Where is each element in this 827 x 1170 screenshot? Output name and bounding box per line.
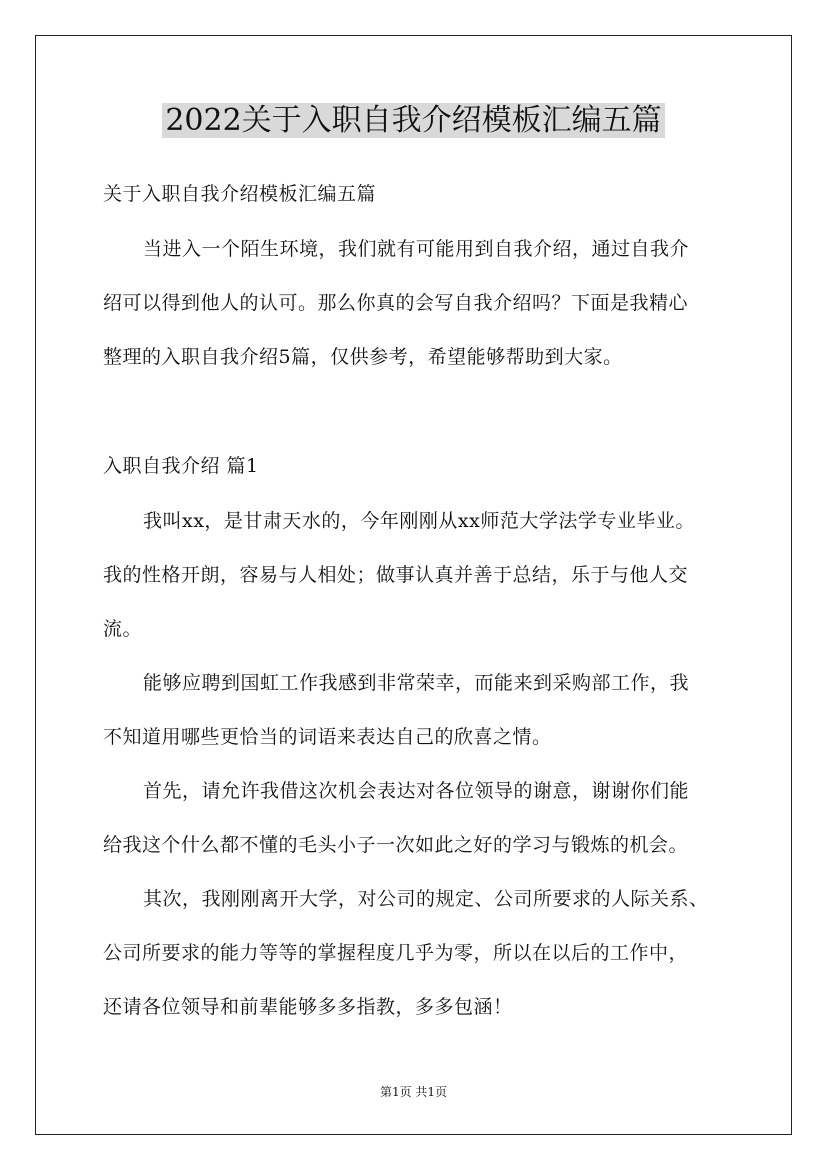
intro-line: 当进入一个陌生环境，我们就有可能用到自我介绍，通过自我介 xyxy=(143,238,690,260)
paragraph-line: 我的性格开朗，容易与人相处；做事认真并善于总结，乐于与他人交 xyxy=(103,564,689,586)
document-title xyxy=(0,100,827,142)
document-title-text: 2022关于入职自我介绍模板汇编五篇 xyxy=(162,103,664,138)
paragraph-line: 首先，请允许我借这次机会表达对各位领导的谢意，谢谢你们能 xyxy=(143,780,690,802)
page-footer: 第1页 共1页 xyxy=(379,1085,448,1099)
intro-line: 整理的入职自我介绍5篇，仅供参考，希望能够帮助到大家。 xyxy=(103,346,623,368)
paragraph-line: 不知道用哪些更恰当的词语来表达自己的欣喜之情。 xyxy=(103,726,552,748)
section-heading: 入职自我介绍 篇1 xyxy=(103,455,259,477)
paragraph-line: 流。 xyxy=(103,618,143,640)
paragraph-line: 我叫xx，是甘肃天水的，今年刚刚从xx师范大学法学专业毕业。 xyxy=(143,510,695,532)
paragraph-line: 公司所要求的能力等等的掌握程度几乎为零，所以在以后的工作中， xyxy=(103,942,689,964)
paragraph-line: 其次，我刚刚离开大学，对公司的规定、公司所要求的人际关系、 xyxy=(143,888,709,910)
paragraph-line: 给我这个什么都不懂的毛头小子一次如此之好的学习与锻炼的机会。 xyxy=(103,834,689,856)
paragraph-line: 能够应聘到国虹工作我感到非常荣幸，而能来到采购部工作，我 xyxy=(143,672,690,694)
document-subtitle: 关于入职自我介绍模板汇编五篇 xyxy=(103,183,377,205)
intro-line: 绍可以得到他人的认可。那么你真的会写自我介绍吗？下面是我精心 xyxy=(103,292,689,314)
paragraph-line: 还请各位领导和前辈能够多多指教，多多包涵！ xyxy=(103,996,513,1018)
